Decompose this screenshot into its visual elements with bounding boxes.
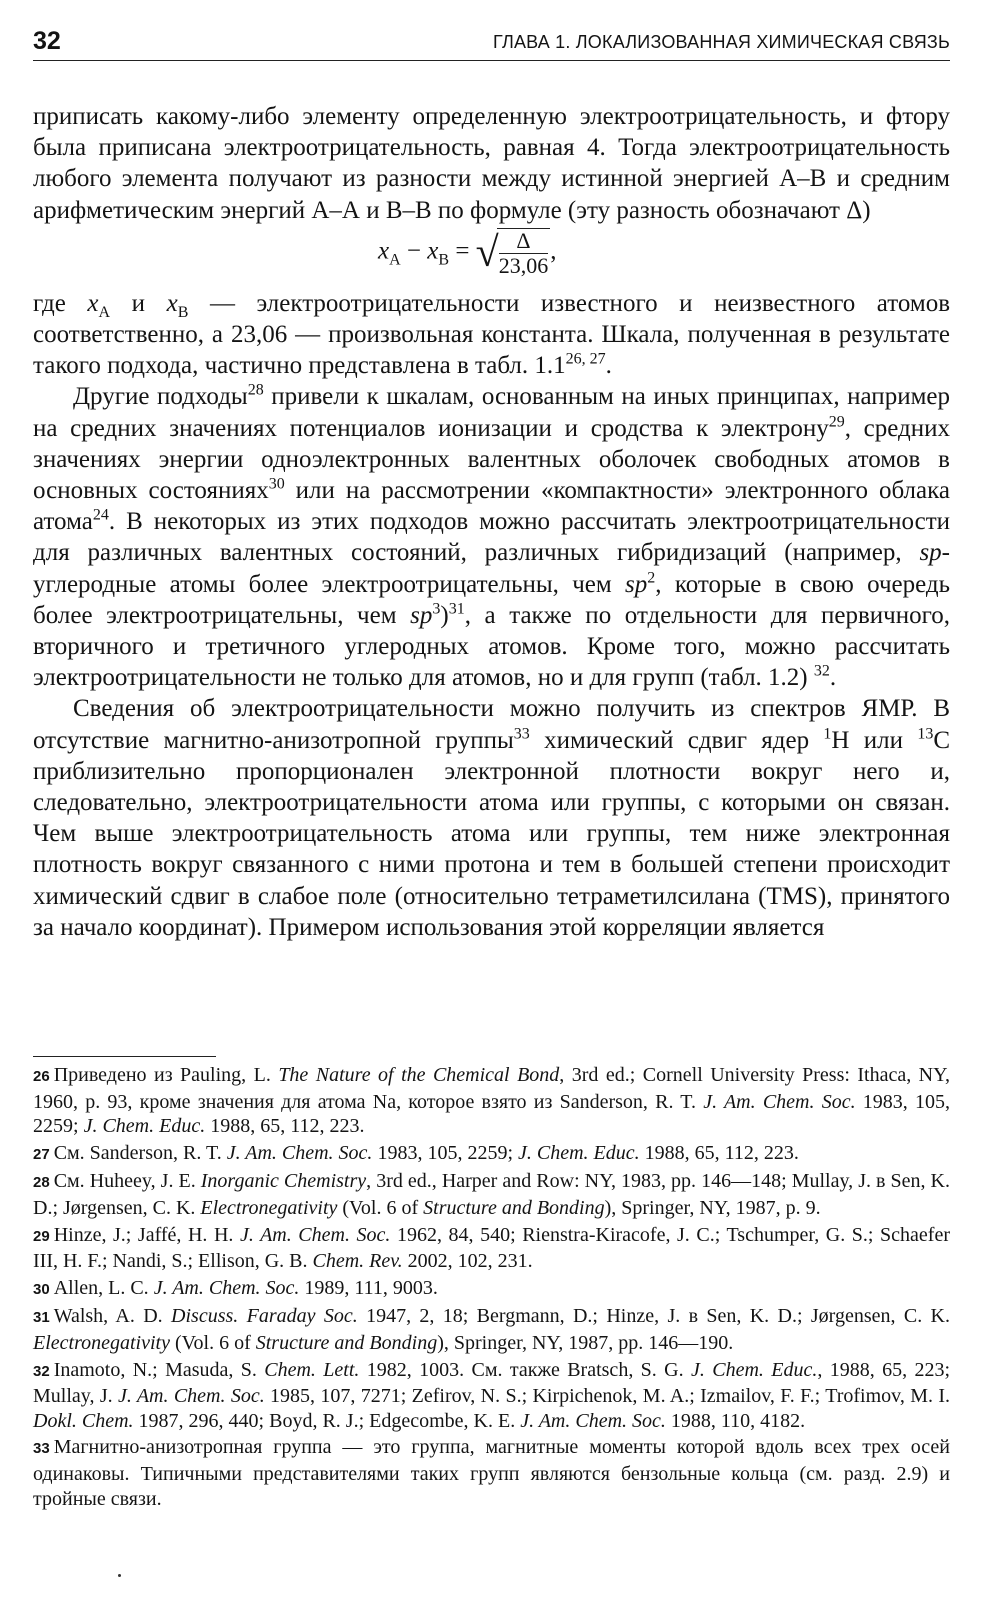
text-run: химический сдвиг ядер xyxy=(529,726,824,754)
fraction-numerator: Δ xyxy=(499,229,549,254)
footnote-26 xyxy=(33,1063,950,1139)
text-run: ), Springer, NY, 1987, p. 9. xyxy=(604,1196,821,1219)
text-run: , 3rd ed.; Cornell University Press: Ithaca, NY, 1960, p. 93, кроме значения для атома Na, которое взято из Sanderson, R. T. xyxy=(33,1064,950,1113)
footnote-ref: 29 xyxy=(828,413,845,431)
text-run: 1988, 110, 4182. xyxy=(665,1409,806,1432)
page-number: 32 xyxy=(33,27,61,55)
italic-journal: J. Chem. Educ. xyxy=(83,1115,206,1138)
italic-title: Electronegativity xyxy=(200,1196,338,1219)
text-run: 2002, 102, 231. xyxy=(402,1250,533,1273)
var-x: x xyxy=(87,289,99,317)
italic-journal: J. Am. Chem. Soc. xyxy=(520,1409,666,1432)
text-run: . xyxy=(829,664,837,692)
formula-sub-b: B xyxy=(438,251,450,269)
footnote-30 xyxy=(33,1276,950,1303)
text-run: Магнитно-анизотропная группа — это группа, магнитные моменты которой вдоль всех трех осей одинаковы. Типичными представителями таких групп являются бензольные кольца (см. разд. 2.9) и тройные связи. xyxy=(33,1436,950,1510)
text-run: 1988, 65, 112, 223. xyxy=(639,1141,799,1164)
italic-journal: J. Chem. Educ. xyxy=(690,1358,818,1381)
footnote-number: 30 xyxy=(33,1280,50,1298)
main-text xyxy=(33,101,950,943)
italic-title: Structure and Bonding xyxy=(255,1331,438,1354)
italic-sp: sp xyxy=(625,570,648,598)
text-run: Сведения об электроотрицательности можно получить из спектров ЯМР. В отсутствие магнитно-анизотропной группы xyxy=(33,695,950,754)
page-header xyxy=(33,26,950,60)
italic-sp: sp xyxy=(919,539,942,567)
text-run: C приблизительно пропорционален электронной плотности вокруг него и, следовательно, электроотрицательности атома или группы, с которыми он связан. Чем выше электроотрицательность атома или группы, тем ниже электронная плотность вокруг связанного с ними протона и тем в большей степени происходит химический сдвиг в слабое поле (относительно тетраметилсилана (TMS), принятого за начало координат). Примером использования этой корреляции является xyxy=(33,726,950,941)
header-rule xyxy=(33,60,950,61)
text-run: Inamoto, N.; Masuda, S. xyxy=(53,1358,265,1381)
footnote-ref: 28 xyxy=(247,382,264,400)
text-run: Allen, L. C. xyxy=(53,1276,154,1299)
text-run: или на рассмотрении «компактности» электронного облака атома xyxy=(33,477,950,536)
footnote-29 xyxy=(33,1223,950,1274)
text-run: 1983, 105, 2259; xyxy=(372,1141,518,1164)
text-run: . xyxy=(605,352,612,380)
text-run: , а также по отдельности для первичного, вторичного и третичного углеродных атомов. Кроме того, можно рассчитать электроотрицательности не только для атомов, но и для групп (табл. 1.2) xyxy=(33,601,950,692)
italic-journal: Chem. Rev. xyxy=(312,1250,403,1273)
superscript: 2 xyxy=(647,569,656,587)
footnote-ref: 30 xyxy=(268,475,285,493)
footnote-33 xyxy=(33,1435,950,1511)
footnote-number: 28 xyxy=(33,1174,50,1192)
text-run: См. Huheey, J. E. xyxy=(53,1170,201,1193)
text-run: 1962, 84, 540; Rienstra-Kiracofe, J. C.; Tschumper, G. S.; Schaefer III, H. F.; Nandi, S.; Ellison, G. B. xyxy=(33,1223,950,1273)
superscript: 3 xyxy=(432,600,441,618)
formula-x-b: x xyxy=(427,237,439,265)
text-run: 1988, 65, 112, 223. xyxy=(205,1115,365,1138)
subscript: B xyxy=(177,303,189,321)
stray-dot xyxy=(118,1574,121,1577)
text-run: ) xyxy=(440,601,449,629)
text-run: -углеродные атомы более электроотрицательны, чем xyxy=(33,539,950,598)
text-run: 1947, 2, 18; Bergmann, D.; Hinze, J. в Sen, K. D.; Jørgensen, C. K. xyxy=(357,1305,950,1328)
text-run: 1983, 105, 2259; xyxy=(33,1090,950,1138)
radical-sign: √ xyxy=(475,229,499,276)
formula xyxy=(33,226,950,288)
footnote-number: 27 xyxy=(33,1145,50,1163)
footnote-ref: 32 xyxy=(813,662,830,680)
footnote-number: 31 xyxy=(33,1309,50,1327)
italic-journal: J. Am. Chem. Soc. xyxy=(117,1385,265,1408)
footnote-ref: 31 xyxy=(448,600,465,618)
text-run: ), Springer, NY, 1987, pp. 146—190. xyxy=(437,1331,734,1354)
footnote-number: 33 xyxy=(33,1440,50,1458)
fraction xyxy=(497,228,551,278)
italic-journal: Chem. Lett. xyxy=(264,1358,360,1381)
italic-journal: J. Am. Chem. Soc. xyxy=(153,1276,300,1299)
formula-expression xyxy=(378,228,556,278)
text-run: Другие подходы xyxy=(73,383,248,411)
paragraph-2 xyxy=(33,288,950,382)
text-run: H или xyxy=(831,726,918,754)
superscript: 13 xyxy=(917,725,934,743)
italic-sp: sp xyxy=(410,601,433,629)
italic-journal: Dokl. Chem. xyxy=(33,1409,134,1432)
text-run: , которые в свою очередь более электроотрицательны, чем xyxy=(33,570,951,629)
text-run: . В некоторых из этих подходов можно рассчитать электроотрицательности для различных валентных состояний, различных гибридизаций (например, xyxy=(33,508,950,567)
text-run: — электроотрицательности известного и неизвестного атомов соответственно, а 23,06 — произвольная константа. Шкала, полученная в результате такого подхода, частично представлена в табл. 1.1 xyxy=(33,289,950,380)
text-run: 1982, 1003. См. также Bratsch, S. G. xyxy=(359,1358,691,1381)
formula-x-a: x xyxy=(378,237,390,265)
footnote-number: 32 xyxy=(33,1362,50,1380)
text-run: См. Sanderson, R. T. xyxy=(53,1141,227,1164)
italic-journal: Discuss. Faraday Soc. xyxy=(171,1305,358,1328)
footnote-ref: 33 xyxy=(513,725,530,743)
italic-title: Electronegativity xyxy=(33,1331,170,1354)
text-run: где xyxy=(33,289,88,317)
text-run: (Vol. 6 of xyxy=(169,1331,256,1354)
superscript: 1 xyxy=(823,725,832,743)
text-run: 1987, 296, 440; Boyd, R. J.; Edgecombe, K. E. xyxy=(133,1409,521,1432)
footnote-number: 29 xyxy=(33,1227,50,1245)
formula-comma: , xyxy=(550,237,557,265)
italic-title: The Nature of the Chemical Bond xyxy=(278,1064,560,1086)
formula-equals: = xyxy=(449,237,476,265)
text-run: 1985, 107, 7271; Zefirov, N. S.; Kirpichenok, M. A.; Izmailov, F. F.; Trofimov, M. I. xyxy=(264,1385,950,1408)
footnote-number: 26 xyxy=(33,1068,50,1085)
footnote-27 xyxy=(33,1141,950,1168)
paragraph-3 xyxy=(33,381,950,693)
italic-journal: J. Am. Chem. Soc. xyxy=(226,1141,373,1164)
text-run: , средних значениях энергии одноэлектронных валентных оболочек свободных атомов в основных состояниях xyxy=(33,414,950,505)
text-run: , 3rd ed., Harper and Row: NY, 1983, pp. 146—148; Mullay, J. в Sen, K. D.; Jørgensen, C. K. xyxy=(33,1170,951,1219)
text-run: , 1988, 65, 223; Mullay, J. xyxy=(33,1358,951,1408)
running-title: ГЛАВА 1. ЛОКАЛИЗОВАННАЯ ХИМИЧЕСКАЯ СВЯЗЬ xyxy=(493,32,950,52)
text-run: и xyxy=(110,289,167,317)
footnote-ref: 26, 27 xyxy=(565,350,606,368)
text-run: 1989, 111, 9003. xyxy=(299,1276,438,1299)
italic-journal: J. Am. Chem. Soc. xyxy=(239,1223,391,1246)
footnote-28 xyxy=(33,1169,950,1220)
var-x: x xyxy=(166,289,178,317)
formula-sub-a: A xyxy=(389,251,401,269)
footnote-separator xyxy=(33,1056,216,1057)
fraction-denominator: 23,06 xyxy=(498,252,549,278)
italic-title: Inorganic Chemistry xyxy=(200,1170,367,1193)
italic-journal: J. Chem. Educ. xyxy=(518,1141,640,1164)
paragraph-1-text: приписать какому-либо элементу определенную электроотрицательность, и фтору была приписана электроотрицательность, равная 4. Тогда электроотрицательность любого элемента получают из разности между истинной энергией А–В и средним арифметическим энергий А–А и В–В по формуле (эту разность обозначают Δ) xyxy=(33,103,950,224)
text-run: Walsh, A. D. xyxy=(53,1305,172,1328)
text-run: Hinze, J.; Jaffé, H. H. xyxy=(53,1223,240,1246)
subscript: A xyxy=(98,303,111,321)
text-run: привели к шкалам, основанным на иных принципах, например на средних значениях потенциалов ионизации и сродства к электрону xyxy=(33,383,950,442)
formula-minus: − xyxy=(400,237,428,265)
footnote-32 xyxy=(33,1358,950,1434)
footnote-ref: 24 xyxy=(92,506,109,524)
italic-title: Structure and Bonding xyxy=(423,1196,605,1219)
text-run: (Vol. 6 of xyxy=(337,1196,424,1219)
paragraph-1 xyxy=(33,101,950,226)
square-root xyxy=(476,228,551,278)
italic-journal: J. Am. Chem. Soc. xyxy=(703,1090,856,1113)
footnotes xyxy=(33,1063,950,1513)
paragraph-4 xyxy=(33,693,950,943)
text-run: Приведено из Pauling, L. xyxy=(53,1064,279,1086)
footnote-31 xyxy=(33,1304,950,1355)
